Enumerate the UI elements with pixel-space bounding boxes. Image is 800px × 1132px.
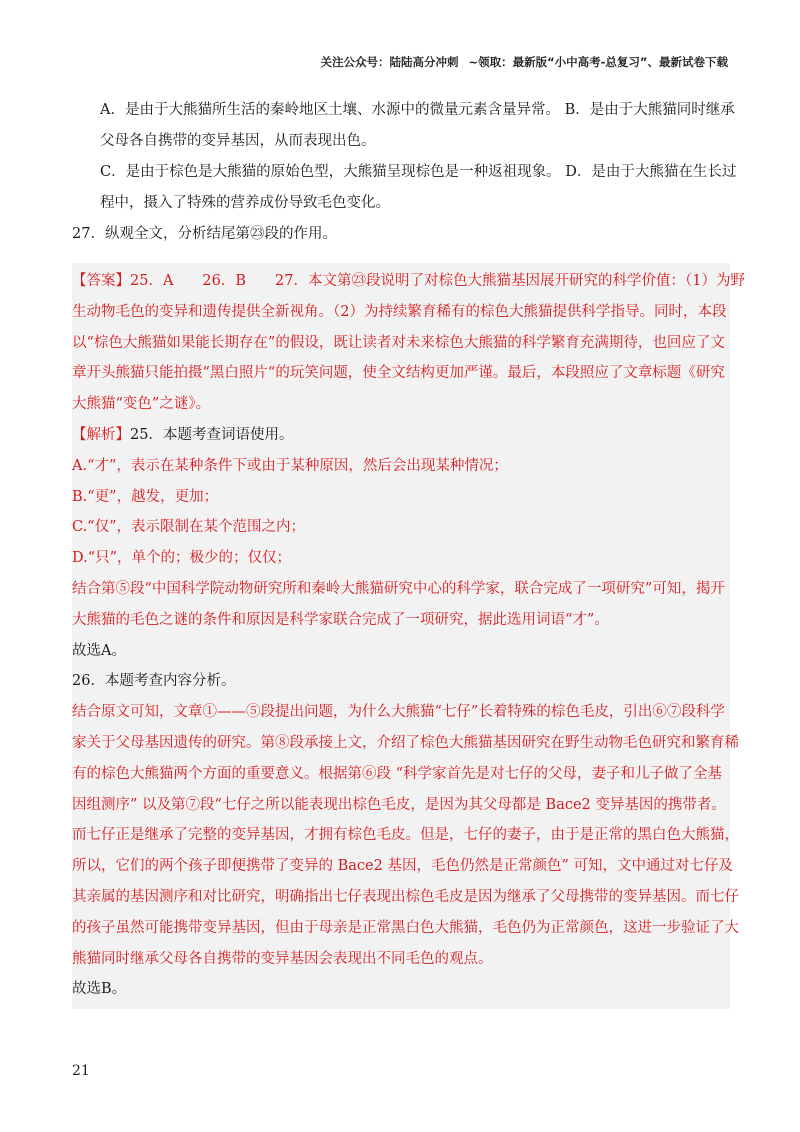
question-27: 27．纵观全文，分析结尾第㉓段的作用。 xyxy=(72,226,337,242)
header-left-text: 关注公众号：陆陆高分冲刺 xyxy=(320,55,459,69)
q26-line: 有的棕色大熊猫两个方面的重要意义。根据第⑥段 “科学家首先是对七仔的父母，妻子和儿子做了全基 xyxy=(72,765,723,782)
reason-line: 大熊猫的毛色之谜的条件和原因是科学家联合完成了一项研究，据此选用词语“才”。 xyxy=(72,611,609,628)
q26-line: 家关于父母基因遗传的研究。第⑧段承接上文，介绍了棕色大熊猫基因研究在野生动物毛色研究和繁育稀 xyxy=(72,734,739,751)
q26-line: 所以，它们的两个孩子即便携带了变异的 Bace2 基因，毛色仍然是正常颜色” 可知，文中通过对七仔及 xyxy=(72,858,733,875)
question-line: C．是由于棕色是大熊猫的原始色型，大熊猫呈现棕色是一种返祖现象。 D．是由于大熊猫在生长过 xyxy=(100,164,737,180)
answer-line: 生动物毛色的变异和遗传提供全新视角。（2）为持续繁育稀有的棕色大熊猫提供科学指导。同时，本段 xyxy=(72,303,727,320)
answer-line: 以“棕色大熊猫如果能长期存在”的假设，既让读者对未来棕色大熊猫的科学繁育充满期待，也回应了文 xyxy=(72,334,725,351)
question-line: 程中，摄入了特殊的营养成份导致毛色变化。 xyxy=(100,195,390,211)
option-b: B.“更”，越发，更加； xyxy=(72,488,219,505)
page-header xyxy=(320,54,728,70)
page-number: 21 xyxy=(72,1063,90,1079)
reason-line: 结合第⑤段“中国科学院动物研究所和秦岭大熊猫研究中心的科学家，联合完成了一项研究”可知，揭开 xyxy=(72,580,725,597)
q26-line: 因组测序” 以及第⑦段“七仔之所以能表现出棕色毛皮，是因为其父母都是 Bace2 变异基因的携带者。 xyxy=(72,796,726,813)
answer-line: 章开头熊猫只能拍摄“黑白照片“的玩笑问题，使全文结构更加严谨。最后，本段照应了文章标题《研究 xyxy=(72,365,725,382)
analysis-tag: 【解析】 xyxy=(72,426,130,443)
option-c: C.“仅”，表示限制在某个范围之内； xyxy=(72,519,306,536)
answer-line: 【答案】25．A 26．B 27．本文第㉓段说明了对棕色大熊猫基因展开研究的科学价值：（1）为野 xyxy=(72,273,745,289)
analysis-intro xyxy=(72,420,730,451)
header-right-text: ~领取：最新版“小中高考-总复习”、最新试卷下载 xyxy=(468,55,728,69)
q26-line: 而七仔正是继承了完整的变异基因，才拥有棕色毛皮。但是，七仔的妻子，由于是正常的黑白色大熊猫， xyxy=(72,827,739,844)
question-line: A．是由于大熊猫所生活的秦岭地区土壤、水源中的微量元素含量异常。 B．是由于大熊猫同时继承 xyxy=(100,102,735,118)
choose-b: 故选B。 xyxy=(72,981,127,998)
q26-line: 结合原文可知，文章①——⑤段提出问题，为什么大熊猫“七仔”长着特殊的棕色毛皮，引出⑥⑦段科学 xyxy=(72,704,725,721)
choose-a: 故选A。 xyxy=(72,642,126,659)
analysis-q26: 26．本题考查内容分析。 xyxy=(72,673,236,690)
analysis-q25: 25．本题考查词语使用。 xyxy=(130,426,294,443)
document-body xyxy=(72,95,745,1009)
question-line: 父母各自携带的变异基因，从而表现出色。 xyxy=(100,133,376,149)
q26-line: 其亲属的基因测序和对比研究，明确指出七仔表现出棕色毛皮是因为继承了父母携带的变异基因。而七仔 xyxy=(72,888,739,905)
q26-line: 的孩子虽然可能携带变异基因，但由于母亲是正常黑白色大熊猫，毛色仍为正常颜色，这进一步验证了大 xyxy=(72,919,739,936)
question-block xyxy=(72,95,737,250)
q26-line: 熊猫同时继承父母各自携带的变异基因会表现出不同毛色的观点。 xyxy=(72,950,493,967)
option-d: D.“只”，单个的；极少的；仅仅； xyxy=(72,550,292,567)
option-a: A.“才”，表示在某种条件下或由于某种原因，然后会出现某种情况； xyxy=(72,457,508,474)
answer-block xyxy=(72,263,745,1009)
answer-line: 大熊猫“变色”之谜》。 xyxy=(72,396,211,413)
